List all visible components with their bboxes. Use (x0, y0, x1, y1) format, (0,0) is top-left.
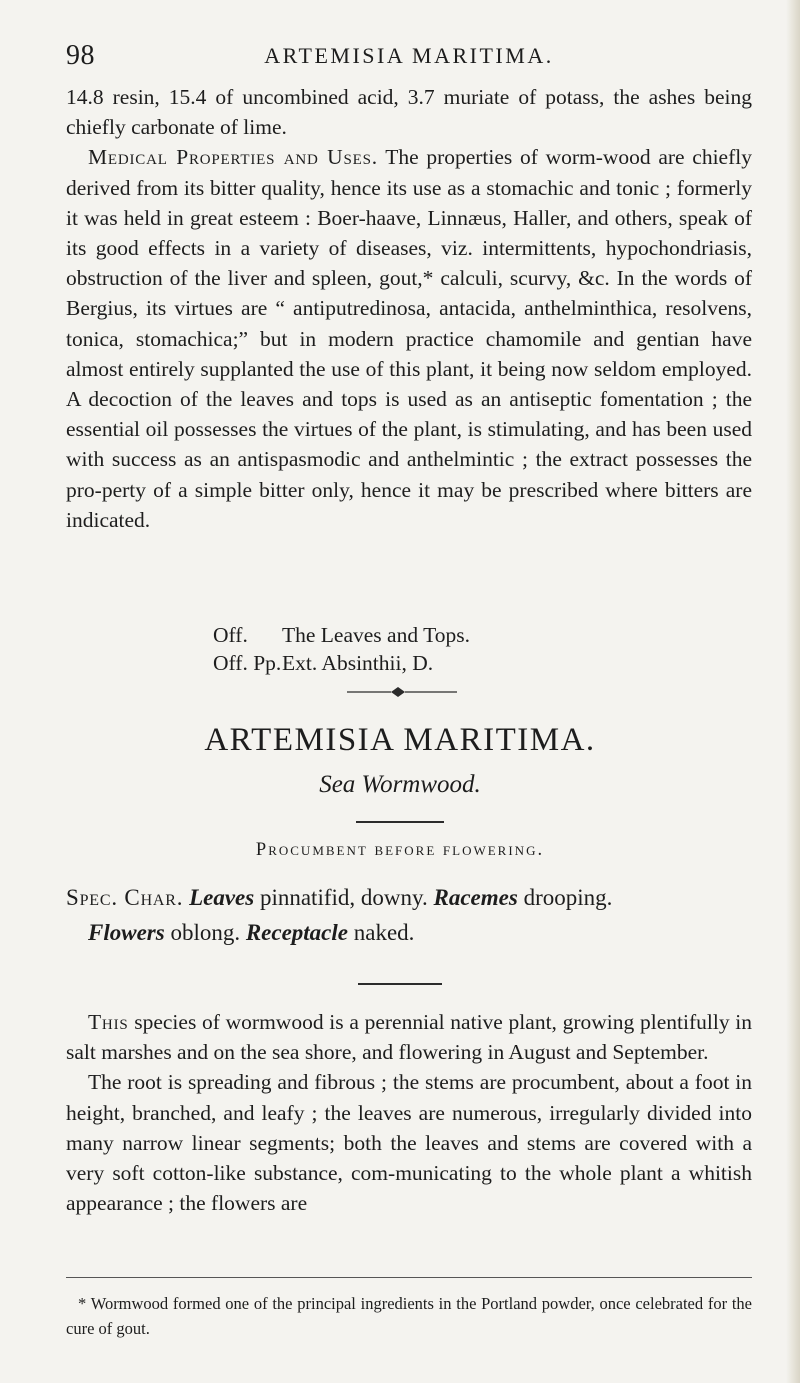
running-title: ARTEMISIA MARITIMA. (264, 43, 554, 68)
page-number: 98 (66, 40, 95, 71)
spec-desc: oblong. (170, 920, 241, 945)
page-edge-shadow (786, 0, 800, 1383)
habitat-body: species of wormwood is a perennial native plant, growing plentifully in salt marshes and on the sea shore, and flowering in August and September. (66, 1010, 752, 1065)
spec-term: Racemes (433, 885, 518, 910)
spec-term: Flowers (88, 920, 165, 945)
spec-rule (358, 983, 442, 985)
paragraph-medical-properties (66, 142, 752, 535)
footnote (66, 1291, 752, 1341)
footnote-text: Wormwood formed one of the principal ingredients in the Portland powder, once celebrated for the cure of gout. (66, 1294, 752, 1338)
officinal-value-1: The Leaves and Tops. (282, 623, 470, 647)
section-divider-ornament (347, 686, 457, 698)
spec-desc: drooping. (523, 885, 613, 910)
spec-label: Spec. Char. (66, 885, 184, 910)
spec-desc: naked. (353, 920, 415, 945)
spec-line-1 (66, 880, 766, 915)
footnote-rule (66, 1277, 752, 1278)
paragraph-chemical-analysis: 14.8 resin, 15.4 of uncombined acid, 3.7 muriate of potass, the ashes being chiefly carbonate of lime. (66, 85, 752, 140)
spec-desc: pinnatifid, downy. (259, 885, 428, 910)
description-text (66, 1007, 752, 1218)
paragraph-habitat (66, 1007, 752, 1067)
officinal-value-2: Ext. Absinthii, D. (282, 651, 434, 675)
spec-line-2 (66, 915, 766, 950)
officinal-label-1: Off. (213, 623, 248, 647)
title-rule (356, 821, 444, 823)
lead-word: This (88, 1010, 129, 1034)
subheading: Procumbent before flowering. (255, 840, 545, 860)
footnote-paragraph (66, 1291, 752, 1341)
footnote-marker: * (78, 1294, 87, 1313)
spec-term: Leaves (189, 885, 255, 910)
section-title: ARTEMISIA MARITIMA. (204, 722, 596, 758)
officinal-line-1 (213, 623, 470, 648)
specific-character (66, 880, 766, 950)
paragraph-morphology: The root is spreading and fibrous ; the stems are procumbent, about a foot in height, branched, and leafy ; the leaves are numerous, irregularly divided into many narrow linear segments; both the leaves and stems are covered with a very soft cotton-like substance, com-municating to the whole plant a whitish appearance ; the flowers are (66, 1070, 752, 1216)
medical-properties-body: The properties of worm-wood are chiefly derived from its bitter quality, hence its use as a stomachic and tonic ; formerly it was held in great esteem : Boer-haave, Linnæus, Haller, and others, speak of its good effects in a variety of diseases, viz. intermittents, hypochondriasis, obstruction of the liver and spleen, gout,* calculi, scurvy, &c. In the words of Bergius, its virtues are “ antiputredinosa, antacida, anthelminthica, resolvens, tonica, stomachica;” but in modern practice chamomile and gentian have almost entirely supplanted the use of this plant, it being now seldom employed. A decoction of the leaves and tops is used as an antiseptic fomentation ; the essential oil possesses the virtues of the plant, is stimulating, and has been used with success as an antispasmodic and anthelmintic ; the extract possesses the pro-perty of a simple bitter only, hence it may be prescribed where bitters are indicated. (66, 145, 752, 532)
common-name: Sea Wormwood. (319, 771, 481, 798)
medical-properties-heading: Medical Properties and Uses. (88, 145, 378, 170)
officinal-label-2: Off. Pp. (213, 651, 282, 675)
previous-section-text (66, 82, 752, 535)
running-header (66, 40, 752, 80)
officinal-line-2 (213, 651, 433, 676)
spec-term: Receptacle (245, 920, 348, 945)
